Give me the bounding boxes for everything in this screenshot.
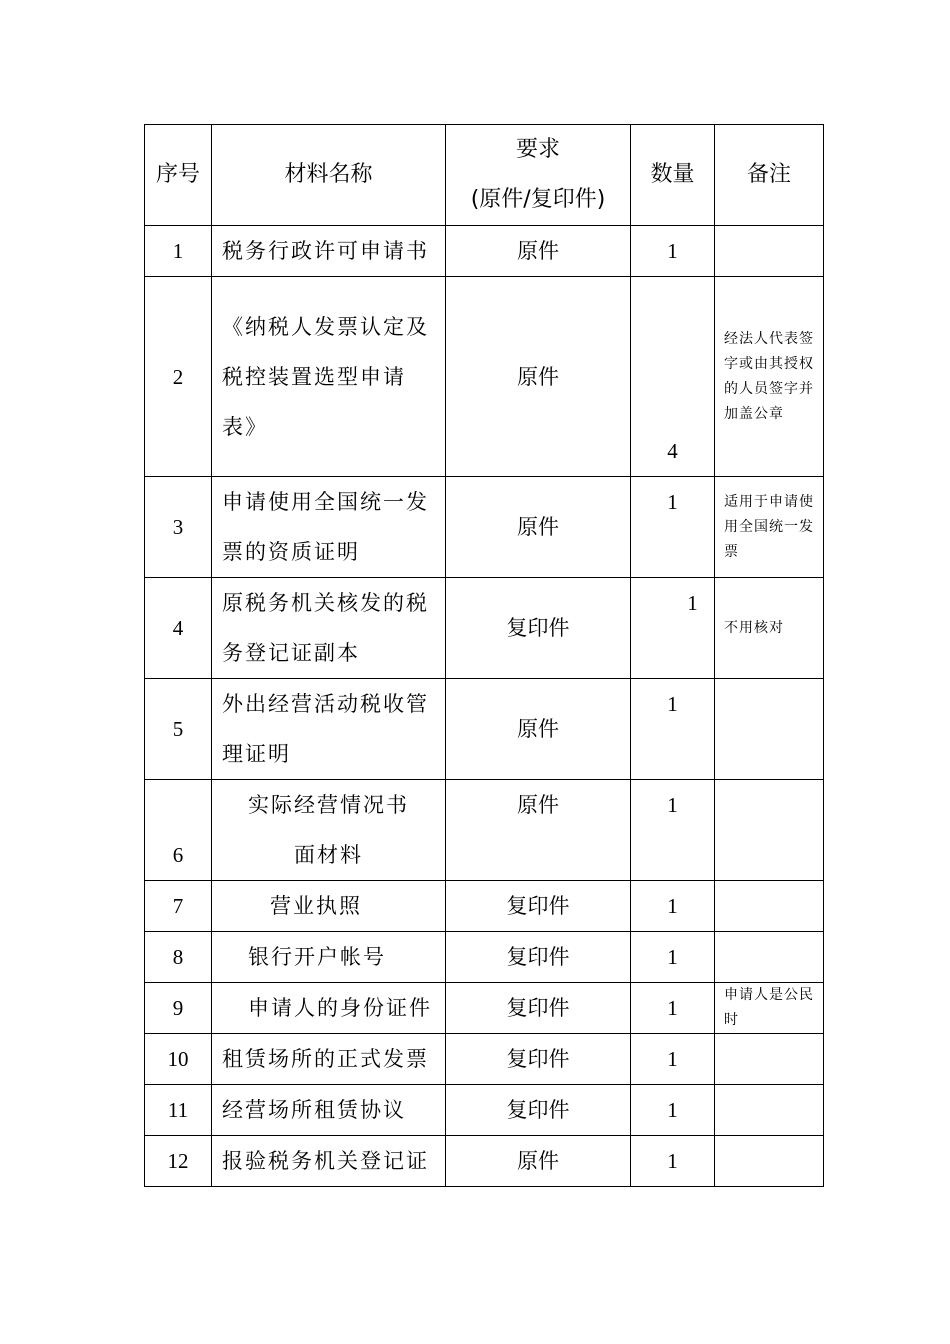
row-requirement: 原件 — [446, 780, 631, 881]
row-note — [715, 679, 824, 780]
header-requirement-line1: 要求 — [515, 137, 560, 162]
row-requirement: 原件 — [446, 226, 631, 277]
row-requirement: 原件 — [446, 679, 631, 780]
row-quantity: 1 — [631, 1034, 715, 1085]
row-quantity: 1 — [631, 881, 715, 932]
row-requirement: 复印件 — [446, 881, 631, 932]
table-header — [145, 125, 824, 226]
table-row — [145, 277, 824, 477]
row-material-name-line2: 面材料 — [294, 843, 363, 867]
row-note: 适用于申请使用全国统一发票 — [715, 477, 824, 578]
row-index: 3 — [145, 477, 212, 578]
header-note: 备注 — [715, 125, 824, 226]
table-body — [145, 226, 824, 1187]
row-quantity: 1 — [631, 780, 715, 881]
row-material-name-line1: 实际经营情况书 — [248, 793, 409, 817]
row-material-name — [212, 780, 446, 881]
row-material-name: 税务行政许可申请书 — [212, 226, 446, 277]
row-quantity: 1 — [631, 1136, 715, 1187]
row-note — [715, 932, 824, 983]
row-requirement: 原件 — [446, 277, 631, 477]
row-material-name: 营业执照 — [212, 881, 446, 932]
row-note — [715, 1136, 824, 1187]
row-index: 11 — [145, 1085, 212, 1136]
row-requirement: 复印件 — [446, 1085, 631, 1136]
header-requirement — [446, 125, 631, 226]
header-requirement-line2: (原件/复印件) — [470, 187, 606, 212]
row-quantity: 1 — [631, 578, 715, 679]
table-row — [145, 881, 824, 932]
row-requirement: 复印件 — [446, 1034, 631, 1085]
row-material-name: 《纳税人发票认定及税控装置选型申请表》 — [212, 277, 446, 477]
row-index: 6 — [145, 780, 212, 881]
table-row — [145, 983, 824, 1034]
row-quantity: 4 — [631, 277, 715, 477]
row-index: 5 — [145, 679, 212, 780]
row-material-name: 申请使用全国统一发票的资质证明 — [212, 477, 446, 578]
row-material-name: 申请人的身份证件 — [212, 983, 446, 1034]
row-quantity: 1 — [631, 983, 715, 1034]
row-note — [715, 1085, 824, 1136]
row-quantity: 1 — [631, 1085, 715, 1136]
header-index: 序号 — [145, 125, 212, 226]
row-note: 不用核对 — [715, 578, 824, 679]
row-note: 经法人代表签字或由其授权的人员签字并加盖公章 — [715, 277, 824, 477]
row-note — [715, 226, 824, 277]
table-row — [145, 932, 824, 983]
table-row — [145, 1136, 824, 1187]
table-row — [145, 477, 824, 578]
row-index: 1 — [145, 226, 212, 277]
header-name: 材料名称 — [212, 125, 446, 226]
row-index: 7 — [145, 881, 212, 932]
table-row — [145, 1034, 824, 1085]
table-row — [145, 780, 824, 881]
row-quantity: 1 — [631, 679, 715, 780]
table-row — [145, 1085, 824, 1136]
row-material-name: 经营场所租赁协议 — [212, 1085, 446, 1136]
table-row — [145, 578, 824, 679]
row-requirement: 复印件 — [446, 578, 631, 679]
row-index: 10 — [145, 1034, 212, 1085]
table-row — [145, 679, 824, 780]
row-material-name: 银行开户帐号 — [212, 932, 446, 983]
row-requirement: 原件 — [446, 477, 631, 578]
header-quantity: 数量 — [631, 125, 715, 226]
row-material-name: 租赁场所的正式发票 — [212, 1034, 446, 1085]
row-index: 9 — [145, 983, 212, 1034]
row-note — [715, 881, 824, 932]
row-index: 12 — [145, 1136, 212, 1187]
table-row — [145, 226, 824, 277]
row-note: 申请人是公民时 — [715, 983, 824, 1034]
row-requirement: 原件 — [446, 1136, 631, 1187]
header-row — [145, 125, 824, 226]
row-note — [715, 1034, 824, 1085]
row-index: 4 — [145, 578, 212, 679]
row-requirement: 复印件 — [446, 932, 631, 983]
row-index: 8 — [145, 932, 212, 983]
row-material-name: 报验税务机关登记证 — [212, 1136, 446, 1187]
row-quantity: 1 — [631, 226, 715, 277]
row-material-name: 原税务机关核发的税务登记证副本 — [212, 578, 446, 679]
row-material-name: 外出经营活动税收管理证明 — [212, 679, 446, 780]
row-quantity: 1 — [631, 932, 715, 983]
materials-table — [144, 124, 824, 1187]
row-requirement: 复印件 — [446, 983, 631, 1034]
row-note — [715, 780, 824, 881]
row-quantity: 1 — [631, 477, 715, 578]
row-index: 2 — [145, 277, 212, 477]
